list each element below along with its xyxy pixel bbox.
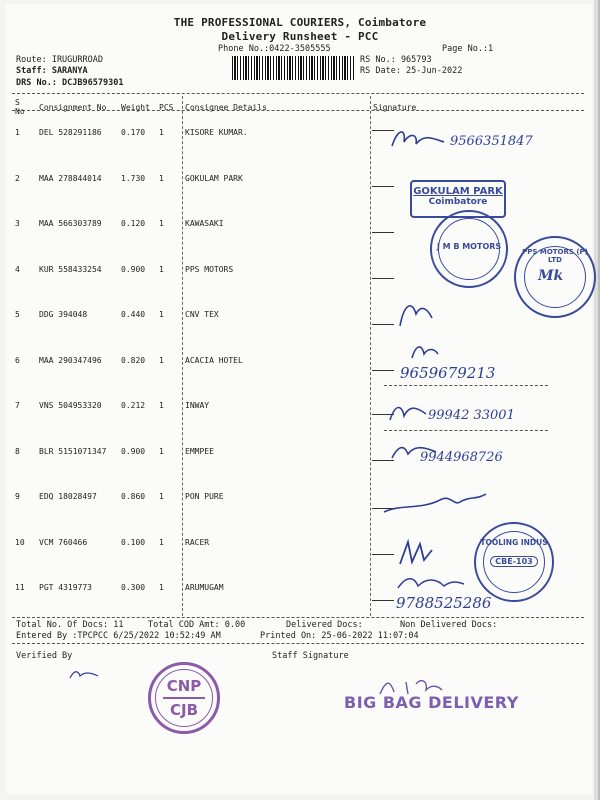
- col-signature: Signature: [373, 102, 417, 112]
- stamp-text: J M B MOTORS: [436, 242, 502, 251]
- stamp-text: CNP: [166, 677, 202, 695]
- row-sno: 2: [15, 173, 20, 183]
- row-pcs: 1: [159, 583, 164, 592]
- stamp-text: GOKULAM PARK: [413, 186, 503, 197]
- row-weight: 0.100: [121, 537, 146, 547]
- printed-on: Printed On: 25-06-2022 11:07:04: [260, 631, 419, 641]
- rs-date: RS Date: 25-Jun-2022: [360, 66, 463, 76]
- row-pcs: 1: [159, 310, 164, 319]
- row-sno: 11: [15, 583, 25, 592]
- row-weight: 0.170: [121, 128, 146, 137]
- signature-dash: [372, 232, 394, 233]
- col-pcs: PCS: [159, 102, 174, 112]
- entered-by: Entered By :TPCPCC 6/25/2022 10:52:49 AM: [16, 631, 221, 641]
- row-pcs: 1: [159, 492, 164, 501]
- jmb-motors-stamp: [430, 210, 508, 288]
- signature-phone: 99942 33001: [428, 408, 515, 423]
- row-weight: 0.120: [121, 219, 146, 228]
- route: Route: IRUGURROAD: [16, 55, 103, 65]
- row-sno: 10: [15, 537, 25, 547]
- row-pcs: 1: [159, 537, 164, 547]
- footer-rule: [12, 643, 584, 644]
- row-consignment: VCM 760466: [39, 537, 88, 547]
- signature-rule: [384, 385, 548, 386]
- row-sno: 6: [15, 355, 20, 365]
- col-weight: Weight: [121, 102, 150, 112]
- row-consignee: KISORE KUMAR.: [185, 128, 248, 137]
- row-pcs: 1: [159, 173, 164, 183]
- sheet-title: Delivery Runsheet - PCC: [221, 30, 379, 43]
- verifier-signature: [68, 668, 102, 682]
- col-sno: S No: [15, 98, 25, 116]
- row-pcs: 1: [159, 401, 164, 410]
- pps-motors-stamp: PPS MOTORS (P) LTD Mk: [514, 236, 596, 318]
- row-consignee: GOKULAM PARK: [185, 173, 243, 183]
- tooling-industries-stamp: [474, 522, 554, 602]
- total-cod: Total COD Amt: 0.00: [148, 620, 246, 630]
- row-consignment: MAA 566303789: [39, 219, 102, 228]
- signature-phone: 9566351847: [450, 134, 533, 149]
- non-delivered-docs: Non Delivered Docs:: [400, 620, 498, 630]
- row-sno: 4: [15, 264, 20, 274]
- signature-dash: [372, 554, 394, 555]
- row-consignment: VNS 504953320: [39, 401, 102, 410]
- row-consignment: PGT 4319773: [39, 583, 92, 592]
- table-row: [12, 300, 584, 346]
- signature-dash: [372, 278, 394, 279]
- handwritten-signature: [396, 574, 466, 592]
- row-consignment: BLR 5151071347: [39, 446, 107, 456]
- big-bag-delivery-stamp: BIG BAG DELIVERY: [344, 693, 519, 712]
- row-consignment: DDG 394048: [39, 310, 88, 319]
- handwritten-signature: [396, 536, 436, 570]
- row-weight: 0.820: [121, 355, 146, 365]
- stamp-text: Coimbatore: [428, 197, 488, 207]
- row-weight: 0.300: [121, 583, 146, 592]
- verified-by: Verified By: [16, 651, 73, 661]
- row-consignee: PON PURE: [185, 492, 224, 501]
- row-pcs: 1: [159, 446, 164, 456]
- col-consignment-no: Consignment No: [39, 102, 107, 112]
- row-consignment: KUR 558433254: [39, 264, 102, 274]
- page-number: Page No.:1: [442, 44, 494, 54]
- row-weight: 1.730: [121, 173, 146, 183]
- stamp-text: TOOLING INDUS: [480, 538, 548, 547]
- row-consignee: KAWASAKI: [185, 219, 224, 228]
- row-consignee: ARUMUGAM: [185, 583, 224, 592]
- drs-number: DRS No.: DCJB96579301: [16, 78, 124, 88]
- row-consignee: PPS MOTORS: [185, 264, 234, 274]
- row-consignee: RACER: [185, 537, 210, 547]
- handwritten-signature: [396, 294, 436, 334]
- staff-name: Staff: SARANYA: [16, 66, 88, 76]
- signature-rule: [384, 430, 548, 431]
- signature-dash: [372, 370, 394, 371]
- rs-number: RS No.: 965793: [360, 55, 432, 65]
- row-consignment: MAA 290347496: [39, 355, 102, 365]
- barcode: [232, 56, 354, 80]
- signature-phone: 9944968726: [420, 450, 503, 465]
- signature-phone: 9788525286: [396, 594, 492, 612]
- cnp-cjb-stamp: [148, 662, 220, 734]
- handwritten-signature: [410, 340, 440, 364]
- row-sno: 8: [15, 446, 20, 456]
- row-sno: 1: [15, 128, 20, 137]
- stamp-text: CBE-103: [490, 556, 538, 567]
- row-pcs: 1: [159, 355, 164, 365]
- row-weight: 0.212: [121, 401, 146, 410]
- row-pcs: 1: [159, 264, 164, 274]
- row-consignment: DEL 528291186: [39, 128, 102, 137]
- row-sno: 9: [15, 492, 20, 501]
- col-consignee-details: Consignee Details: [185, 102, 267, 112]
- delivered-docs: Delivered Docs:: [286, 620, 363, 630]
- row-sno: 7: [15, 401, 20, 410]
- row-consignee: INWAY: [185, 401, 210, 410]
- row-weight: 0.440: [121, 310, 146, 319]
- table-header-row: [12, 96, 584, 118]
- stamp-text: CJB: [169, 701, 199, 719]
- signature-dash: [372, 600, 394, 601]
- row-pcs: 1: [159, 128, 164, 137]
- phone-number: Phone No.:0422-3505555: [218, 44, 331, 54]
- handwritten-signature: [388, 124, 448, 154]
- row-weight: 0.860: [121, 492, 146, 501]
- table-bottom-rule: [12, 617, 584, 618]
- row-consignee: ACACIA HOTEL: [185, 355, 243, 365]
- row-consignment: EDQ 18028497: [39, 492, 97, 501]
- company-title: THE PROFESSIONAL COURIERS, Coimbatore: [173, 16, 427, 29]
- handwritten-signature: [388, 400, 428, 424]
- row-sno: 5: [15, 310, 20, 319]
- handwritten-signature: [380, 490, 490, 520]
- table-row: [12, 482, 584, 528]
- signature-phone: 9659679213: [400, 364, 496, 382]
- row-consignment: MAA 278844014: [39, 173, 102, 183]
- stamp-text: PPS MOTORS (P) LTD: [522, 248, 588, 264]
- row-pcs: 1: [159, 219, 164, 228]
- signature-dash: [372, 324, 394, 325]
- row-sno: 3: [15, 219, 20, 228]
- row-consignee: CNV TEX: [185, 310, 219, 319]
- total-docs: Total No. Of Docs: 11: [16, 620, 124, 630]
- row-weight: 0.900: [121, 446, 146, 456]
- table-top-rule: [12, 93, 584, 94]
- row-consignee: EMMPEE: [185, 446, 214, 456]
- signature-dash: [372, 186, 394, 187]
- staff-signature: Staff Signature: [272, 651, 349, 661]
- row-weight: 0.900: [121, 264, 146, 274]
